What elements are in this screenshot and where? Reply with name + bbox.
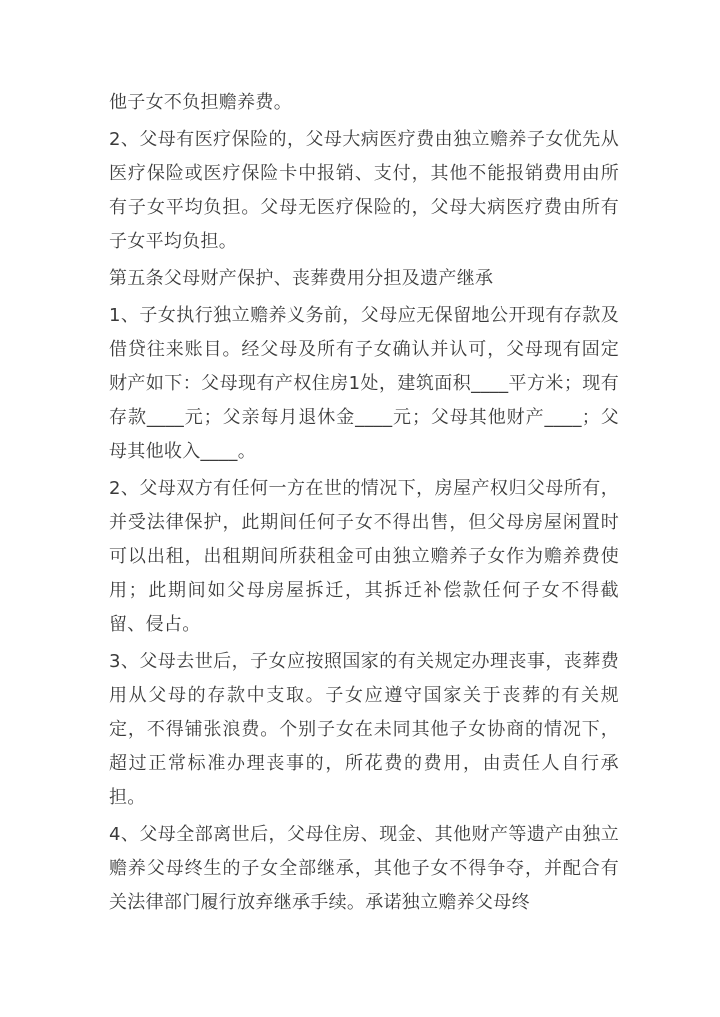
paragraph-house-ownership: 2、父母双方有任何一方在世的情况下，房屋产权归父母所有，并受法律保护，此期间任何子女不得出售，但父母房屋闲置时可以出租，出租期间所获租金可由独立赡养子女作为赡养费使用；此期间如父母房屋拆迁，其拆迁补偿款任何子女不得截留、侵占。	[109, 478, 619, 635]
document-body	[109, 86, 619, 923]
paragraph-medical-insurance: 2、父母有医疗保险的，父母大病医疗费由独立赡养子女优先从医疗保险或医疗保险卡中报销、支付，其他不能报销费用由所有子女平均负担。父母无医疗保险的，父母大病医疗费由所有子女平均负担。	[109, 129, 619, 252]
section-heading-article-5: 第五条父母财产保护、丧葬费用分担及遗产继承	[109, 268, 494, 289]
paragraph-inheritance: 4、父母全部离世后，父母住房、现金、其他财产等遗产由独立赡养父母终生的子女全部继承，其他子女不得争夺，并配合有关法律部门履行放弃继承手续。承诺独立赡养父母终	[109, 824, 619, 913]
paragraph-property-disclosure: 1、子女执行独立赡养义务前，父母应无保留地公开现有存款及借贷往来账目。经父母及所有子女确认并认可，父母现有固定财产如下：父母现有产权住房1处，建筑面积____平方米；现有存款____元；父亲每月退休金____元；父母其他财产____；父母其他收入____。	[109, 305, 619, 462]
paragraph-continuation: 他子女不负担赡养费。	[109, 92, 292, 113]
paragraph-funeral-expenses: 3、父母去世后，子女应按照国家的有关规定办理丧事，丧葬费用从父母的存款中支取。子女应遵守国家关于丧葬的有关规定，不得铺张浪费。个别子女在未同其他子女协商的情况下，超过正常标准办理丧事的，所花费的费用，由责任人自行承担。	[109, 651, 619, 808]
